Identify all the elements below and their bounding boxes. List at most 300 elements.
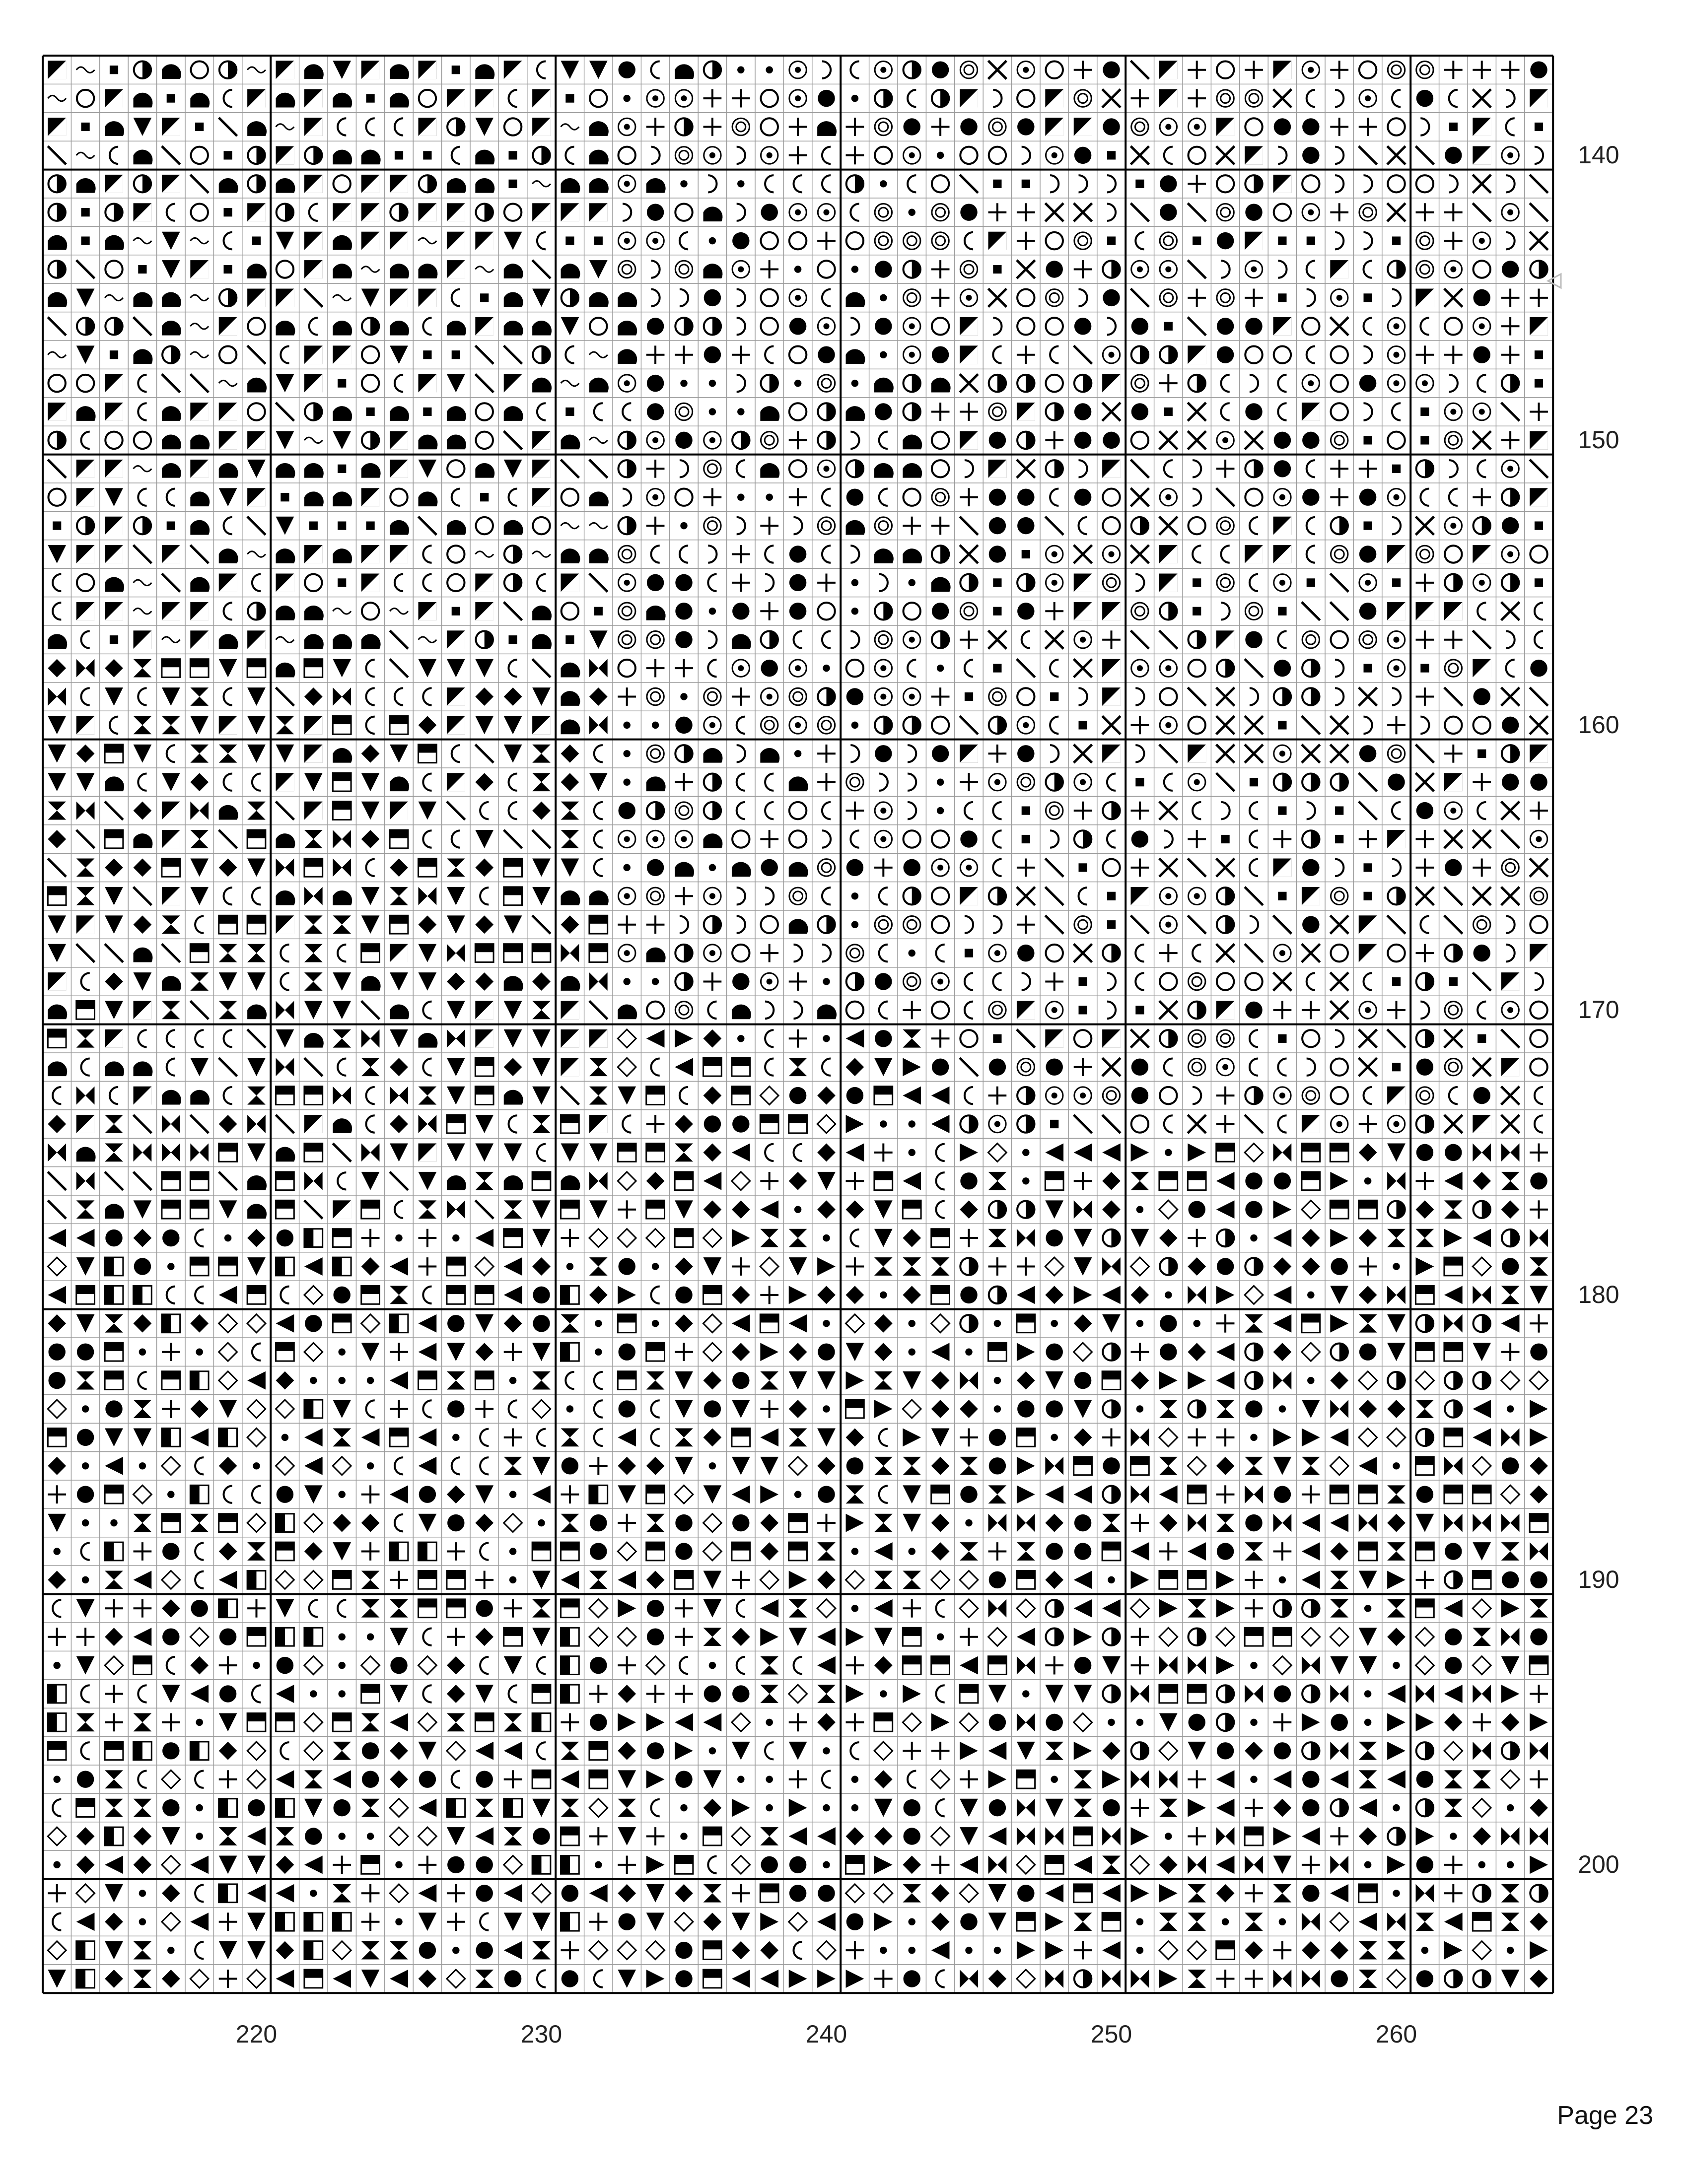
stitch-symbol bbox=[475, 1200, 493, 1219]
stitch-symbol bbox=[134, 630, 152, 649]
stitch-symbol bbox=[1359, 687, 1377, 706]
stitch-symbol bbox=[537, 1429, 546, 1446]
stitch-symbol bbox=[817, 745, 836, 763]
stitch-symbol bbox=[247, 859, 266, 877]
stitch-symbol bbox=[618, 1599, 636, 1618]
stitch-symbol bbox=[931, 1571, 950, 1589]
stitch-symbol bbox=[219, 1371, 237, 1390]
stitch-symbol bbox=[162, 574, 180, 592]
stitch-symbol bbox=[1501, 1314, 1520, 1333]
stitch-symbol bbox=[447, 260, 465, 278]
stitch-symbol bbox=[366, 521, 374, 530]
stitch-symbol bbox=[48, 1457, 66, 1475]
stitch-symbol bbox=[338, 1377, 345, 1384]
stitch-symbol bbox=[903, 1571, 921, 1589]
stitch-symbol bbox=[1331, 773, 1347, 790]
stitch-symbol bbox=[1477, 375, 1486, 392]
stitch-symbol bbox=[276, 1713, 294, 1732]
stitch-symbol bbox=[789, 146, 807, 165]
stitch-symbol bbox=[1103, 945, 1120, 961]
stitch-symbol bbox=[1102, 1941, 1121, 1960]
stitch-symbol bbox=[1444, 915, 1463, 934]
stitch-symbol bbox=[874, 1571, 893, 1589]
stitch-symbol bbox=[1245, 318, 1262, 335]
stitch-symbol bbox=[594, 745, 603, 762]
stitch-symbol bbox=[903, 1856, 921, 1874]
stitch-symbol bbox=[1530, 773, 1547, 790]
stitch-symbol bbox=[1307, 261, 1315, 277]
stitch-symbol bbox=[304, 606, 324, 620]
stitch-symbol bbox=[1103, 1229, 1120, 1246]
stitch-symbol bbox=[53, 603, 61, 619]
stitch-symbol bbox=[533, 1287, 550, 1303]
stitch-symbol bbox=[732, 1257, 750, 1276]
stitch-symbol bbox=[1159, 574, 1178, 592]
stitch-symbol bbox=[1359, 488, 1376, 505]
stitch-symbol bbox=[1274, 688, 1291, 705]
stitch-symbol bbox=[623, 750, 630, 757]
stitch-symbol bbox=[1473, 1713, 1491, 1732]
stitch-symbol bbox=[732, 1856, 750, 1874]
stitch-symbol bbox=[1245, 1912, 1263, 1931]
stitch-symbol bbox=[76, 1656, 95, 1675]
stitch-symbol bbox=[105, 1229, 122, 1246]
stitch-symbol bbox=[1473, 1457, 1491, 1475]
stitch-symbol bbox=[162, 1713, 180, 1732]
stitch-symbol bbox=[1473, 972, 1491, 991]
stitch-symbol bbox=[846, 1371, 864, 1390]
stitch-symbol bbox=[618, 1656, 636, 1675]
stitch-symbol bbox=[134, 1827, 152, 1845]
stitch-symbol bbox=[447, 1371, 465, 1390]
stitch-symbol bbox=[162, 1970, 180, 1988]
stitch-symbol bbox=[1273, 1941, 1292, 1960]
stitch-symbol bbox=[1102, 1314, 1121, 1333]
stitch-symbol bbox=[1302, 1485, 1320, 1503]
stitch-symbol bbox=[1535, 578, 1543, 587]
stitch-symbol bbox=[960, 1058, 978, 1076]
stitch-symbol bbox=[561, 1001, 579, 1020]
stitch-symbol bbox=[1017, 1912, 1035, 1931]
stitch-symbol bbox=[818, 90, 835, 107]
stitch-symbol bbox=[1302, 175, 1319, 192]
stitch-symbol bbox=[846, 1144, 864, 1162]
stitch-symbol bbox=[561, 435, 580, 450]
stitch-symbol bbox=[988, 1599, 1007, 1618]
stitch-symbol bbox=[105, 776, 124, 791]
stitch-symbol bbox=[338, 1058, 346, 1075]
stitch-symbol bbox=[419, 238, 437, 243]
stitch-symbol bbox=[504, 1856, 522, 1874]
stitch-symbol bbox=[1364, 1605, 1371, 1612]
stitch-symbol bbox=[965, 973, 973, 990]
stitch-symbol bbox=[903, 1371, 921, 1390]
stitch-symbol bbox=[818, 1343, 835, 1360]
stitch-symbol bbox=[447, 716, 465, 735]
stitch-symbol bbox=[789, 1599, 807, 1618]
stitch-symbol bbox=[304, 944, 323, 962]
stitch-symbol bbox=[162, 1799, 179, 1816]
stitch-symbol bbox=[960, 1599, 978, 1618]
stitch-symbol bbox=[190, 1400, 209, 1418]
stitch-symbol bbox=[1102, 1200, 1121, 1219]
stitch-symbol bbox=[419, 1172, 437, 1190]
stitch-symbol bbox=[48, 352, 66, 357]
stitch-symbol bbox=[81, 631, 89, 648]
stitch-symbol bbox=[504, 1799, 522, 1817]
stitch-symbol bbox=[960, 545, 978, 563]
stitch-symbol bbox=[1302, 1343, 1320, 1361]
stitch-symbol bbox=[561, 460, 579, 478]
stitch-symbol bbox=[1507, 1861, 1514, 1868]
stitch-symbol bbox=[760, 1884, 778, 1903]
stitch-symbol bbox=[395, 151, 403, 159]
stitch-symbol bbox=[737, 887, 745, 904]
stitch-symbol bbox=[818, 859, 835, 876]
stitch-symbol bbox=[48, 802, 66, 820]
stitch-symbol bbox=[1074, 1115, 1092, 1133]
stitch-symbol bbox=[1331, 887, 1347, 904]
stitch-symbol bbox=[960, 374, 978, 393]
stitch-symbol bbox=[504, 1286, 522, 1304]
stitch-symbol bbox=[988, 1656, 1007, 1675]
stitch-symbol bbox=[1530, 1144, 1548, 1162]
stitch-symbol bbox=[761, 688, 777, 705]
stitch-symbol bbox=[362, 432, 379, 449]
stitch-symbol bbox=[390, 1343, 408, 1361]
stitch-symbol bbox=[138, 773, 146, 790]
stitch-symbol bbox=[1074, 1599, 1092, 1618]
stitch-symbol bbox=[48, 773, 66, 791]
stitch-symbol bbox=[1302, 1115, 1320, 1133]
stitch-symbol bbox=[618, 1514, 636, 1532]
stitch-symbol bbox=[1416, 146, 1434, 165]
stitch-symbol bbox=[1102, 1542, 1121, 1561]
stitch-symbol bbox=[1530, 1058, 1547, 1075]
stitch-symbol bbox=[960, 1656, 978, 1675]
stitch-symbol bbox=[989, 118, 1006, 135]
stitch-symbol bbox=[732, 1400, 750, 1418]
stitch-symbol bbox=[561, 1912, 579, 1931]
stitch-symbol bbox=[419, 1429, 437, 1447]
stitch-symbol bbox=[134, 1286, 152, 1304]
stitch-symbol bbox=[760, 1970, 778, 1988]
stitch-symbol bbox=[333, 1941, 351, 1960]
stitch-symbol bbox=[680, 693, 687, 700]
stitch-symbol bbox=[647, 859, 664, 876]
stitch-symbol bbox=[134, 1144, 152, 1162]
stitch-symbol bbox=[1387, 1029, 1406, 1048]
stitch-symbol bbox=[1131, 1970, 1149, 1988]
stitch-symbol bbox=[1131, 1770, 1149, 1788]
stitch-symbol bbox=[1416, 887, 1434, 905]
stitch-symbol bbox=[1074, 1884, 1092, 1903]
stitch-symbol bbox=[105, 235, 124, 250]
stitch-symbol bbox=[1017, 460, 1035, 478]
stitch-symbol bbox=[219, 548, 238, 563]
stitch-symbol bbox=[965, 232, 973, 249]
stitch-symbol bbox=[190, 577, 210, 592]
stitch-symbol bbox=[561, 890, 580, 905]
stitch-symbol bbox=[817, 1005, 837, 1020]
stitch-symbol bbox=[253, 1462, 260, 1469]
stitch-symbol bbox=[162, 260, 180, 278]
stitch-symbol bbox=[1022, 147, 1030, 164]
stitch-symbol bbox=[76, 944, 95, 962]
stitch-symbol bbox=[1017, 1001, 1035, 1020]
stitch-symbol bbox=[48, 1343, 65, 1360]
stitch-symbol bbox=[76, 178, 96, 193]
stitch-symbol bbox=[1046, 945, 1062, 961]
stitch-symbol bbox=[532, 1229, 551, 1247]
stitch-symbol bbox=[675, 1628, 693, 1646]
stitch-symbol bbox=[1530, 1542, 1548, 1561]
stitch-symbol bbox=[565, 408, 574, 416]
stitch-symbol bbox=[680, 180, 687, 187]
stitch-symbol bbox=[989, 432, 1006, 449]
stitch-symbol bbox=[76, 1912, 95, 1931]
stitch-symbol bbox=[760, 1485, 778, 1503]
stitch-symbol bbox=[1302, 1087, 1319, 1104]
stitch-symbol bbox=[190, 1058, 209, 1076]
stitch-symbol bbox=[1131, 146, 1149, 165]
stitch-symbol bbox=[447, 1856, 464, 1873]
stitch-symbol bbox=[1278, 236, 1286, 245]
stitch-symbol bbox=[304, 1033, 324, 1048]
stitch-symbol bbox=[1074, 1799, 1092, 1817]
stitch-symbol bbox=[732, 1457, 750, 1475]
stitch-symbol bbox=[1188, 1599, 1206, 1618]
stitch-symbol bbox=[817, 1599, 836, 1618]
stitch-symbol bbox=[993, 664, 1001, 672]
stitch-symbol bbox=[504, 345, 522, 364]
stitch-symbol bbox=[1103, 574, 1120, 591]
stitch-symbol bbox=[1074, 1457, 1092, 1475]
stitch-symbol bbox=[1193, 236, 1201, 245]
stitch-symbol bbox=[1530, 232, 1548, 250]
stitch-symbol bbox=[1473, 1742, 1491, 1760]
stitch-symbol bbox=[732, 345, 750, 364]
stitch-symbol bbox=[532, 203, 551, 221]
stitch-symbol bbox=[1217, 346, 1234, 363]
stitch-symbol bbox=[1302, 1685, 1319, 1702]
stitch-symbol bbox=[48, 659, 66, 678]
stitch-symbol bbox=[851, 892, 858, 899]
stitch-symbol bbox=[1074, 574, 1092, 592]
stitch-symbol bbox=[419, 1343, 437, 1361]
stitch-symbol bbox=[333, 1970, 351, 1988]
stitch-symbol bbox=[874, 1343, 893, 1361]
stitch-symbol bbox=[110, 350, 118, 359]
stitch-symbol bbox=[931, 1770, 950, 1788]
stitch-symbol bbox=[709, 1462, 716, 1469]
stitch-symbol bbox=[167, 1287, 175, 1303]
stitch-symbol bbox=[134, 466, 152, 472]
stitch-symbol bbox=[304, 1941, 323, 1960]
stitch-symbol bbox=[903, 1200, 921, 1219]
stitch-symbol bbox=[846, 1656, 864, 1675]
stitch-symbol bbox=[1307, 90, 1315, 107]
stitch-symbol bbox=[162, 830, 180, 848]
stitch-symbol bbox=[1359, 118, 1377, 136]
stitch-symbol bbox=[390, 1485, 408, 1503]
stitch-symbol bbox=[765, 1030, 774, 1047]
stitch-symbol bbox=[675, 1172, 693, 1190]
stitch-symbol bbox=[281, 973, 289, 990]
stitch-symbol bbox=[1444, 630, 1463, 649]
stitch-symbol bbox=[423, 350, 431, 359]
stitch-symbol bbox=[817, 1200, 836, 1219]
stitch-symbol bbox=[76, 460, 95, 478]
stitch-symbol bbox=[76, 1001, 95, 1020]
stitch-symbol bbox=[390, 944, 408, 962]
stitch-symbol bbox=[362, 1742, 379, 1759]
stitch-symbol bbox=[988, 1770, 1007, 1788]
stitch-symbol bbox=[732, 945, 749, 961]
stitch-symbol bbox=[1217, 517, 1234, 534]
stitch-symbol bbox=[1046, 147, 1062, 164]
stitch-symbol bbox=[195, 1030, 204, 1047]
stitch-symbol bbox=[1444, 1229, 1463, 1247]
stitch-symbol bbox=[908, 1120, 915, 1127]
stitch-symbol bbox=[993, 859, 1001, 876]
stitch-symbol bbox=[1416, 460, 1433, 477]
stitch-symbol bbox=[908, 1149, 915, 1156]
stitch-symbol bbox=[504, 1770, 522, 1788]
stitch-symbol bbox=[219, 805, 238, 820]
stitch-symbol bbox=[732, 574, 750, 592]
stitch-symbol bbox=[304, 1058, 323, 1076]
stitch-symbol bbox=[252, 887, 261, 904]
stitch-symbol bbox=[190, 1090, 210, 1105]
stitch-symbol bbox=[53, 1662, 60, 1669]
stitch-symbol bbox=[1108, 1576, 1115, 1583]
stitch-symbol bbox=[789, 1286, 807, 1304]
stitch-symbol bbox=[1359, 1286, 1377, 1304]
stitch-symbol bbox=[475, 773, 493, 791]
stitch-symbol bbox=[361, 1314, 380, 1333]
stitch-symbol bbox=[732, 1372, 749, 1389]
stitch-symbol bbox=[561, 1058, 579, 1076]
stitch-symbol bbox=[138, 265, 146, 273]
stitch-symbol bbox=[846, 1856, 864, 1874]
stitch-symbol bbox=[362, 1771, 379, 1787]
stitch-symbol bbox=[76, 1257, 95, 1276]
stitch-symbol bbox=[903, 232, 920, 249]
stitch-symbol bbox=[1335, 232, 1343, 249]
stitch-symbol bbox=[1107, 773, 1116, 790]
stitch-symbol bbox=[965, 802, 973, 819]
stitch-symbol bbox=[618, 1770, 636, 1788]
stitch-symbol bbox=[675, 1287, 692, 1303]
stitch-symbol bbox=[532, 181, 551, 187]
stitch-symbol bbox=[1335, 1030, 1343, 1047]
stitch-symbol bbox=[310, 1377, 317, 1384]
stitch-symbol bbox=[618, 945, 635, 961]
stitch-symbol bbox=[395, 1514, 403, 1531]
stitch-symbol bbox=[134, 1172, 152, 1190]
stitch-symbol bbox=[1131, 1457, 1149, 1475]
stitch-symbol bbox=[1017, 1314, 1035, 1333]
stitch-symbol bbox=[1017, 1856, 1035, 1874]
stitch-symbol bbox=[937, 1633, 944, 1640]
stitch-symbol bbox=[276, 915, 294, 934]
stitch-symbol bbox=[1473, 318, 1490, 335]
stitch-symbol bbox=[1392, 802, 1401, 819]
stitch-symbol bbox=[134, 238, 152, 243]
stitch-symbol bbox=[732, 1229, 750, 1247]
stitch-symbol bbox=[276, 802, 294, 820]
stitch-symbol bbox=[1045, 1172, 1063, 1190]
stitch-symbol bbox=[846, 292, 865, 307]
stitch-symbol bbox=[1278, 403, 1286, 420]
stitch-symbol bbox=[1445, 403, 1462, 420]
stitch-symbol bbox=[1363, 863, 1372, 872]
stitch-symbol bbox=[366, 94, 374, 102]
stitch-symbol bbox=[989, 1287, 1006, 1303]
stitch-symbol bbox=[134, 118, 152, 136]
stitch-symbol bbox=[1045, 431, 1063, 450]
stitch-symbol bbox=[789, 972, 807, 991]
stitch-symbol bbox=[219, 1941, 237, 1960]
stitch-symbol bbox=[937, 807, 944, 814]
stitch-symbol bbox=[618, 830, 635, 847]
stitch-symbol bbox=[390, 745, 408, 763]
stitch-symbol bbox=[134, 1314, 152, 1333]
stitch-symbol bbox=[447, 1485, 465, 1503]
stitch-symbol bbox=[1502, 517, 1519, 534]
stitch-symbol bbox=[447, 1315, 464, 1332]
stitch-symbol bbox=[1388, 773, 1405, 790]
stitch-symbol bbox=[1388, 432, 1405, 449]
stitch-symbol bbox=[680, 916, 688, 933]
stitch-symbol bbox=[1444, 1856, 1463, 1874]
stitch-symbol bbox=[162, 659, 180, 678]
stitch-symbol bbox=[1473, 89, 1491, 108]
stitch-symbol bbox=[703, 1257, 722, 1276]
stitch-symbol bbox=[618, 546, 635, 562]
stitch-symbol bbox=[1302, 1941, 1320, 1960]
stitch-symbol bbox=[504, 859, 522, 877]
stitch-symbol bbox=[732, 634, 751, 649]
stitch-symbol bbox=[361, 1514, 380, 1532]
stitch-symbol bbox=[846, 688, 863, 705]
stitch-symbol bbox=[1160, 289, 1177, 306]
stitch-symbol bbox=[338, 1833, 345, 1840]
stitch-symbol bbox=[1302, 1200, 1320, 1219]
stitch-symbol bbox=[105, 1485, 123, 1503]
stitch-symbol bbox=[618, 460, 635, 477]
stitch-symbol bbox=[874, 1970, 893, 1988]
stitch-symbol bbox=[162, 1001, 180, 1020]
stitch-symbol bbox=[1416, 1713, 1434, 1732]
stitch-symbol bbox=[447, 1115, 465, 1133]
stitch-symbol bbox=[1217, 1742, 1234, 1759]
stitch-symbol bbox=[281, 1434, 288, 1441]
stitch-symbol bbox=[1445, 1002, 1462, 1019]
stitch-symbol bbox=[561, 574, 579, 592]
stitch-symbol bbox=[1387, 915, 1406, 934]
stitch-symbol bbox=[247, 1628, 266, 1646]
stitch-symbol bbox=[48, 1061, 67, 1076]
stitch-symbol bbox=[651, 1799, 659, 1816]
stitch-symbol bbox=[1107, 920, 1116, 929]
stitch-symbol bbox=[1501, 830, 1520, 848]
stitch-symbol bbox=[219, 716, 237, 735]
stitch-symbol bbox=[561, 1115, 579, 1133]
stitch-symbol bbox=[1160, 175, 1177, 192]
stitch-symbol bbox=[532, 1343, 551, 1361]
